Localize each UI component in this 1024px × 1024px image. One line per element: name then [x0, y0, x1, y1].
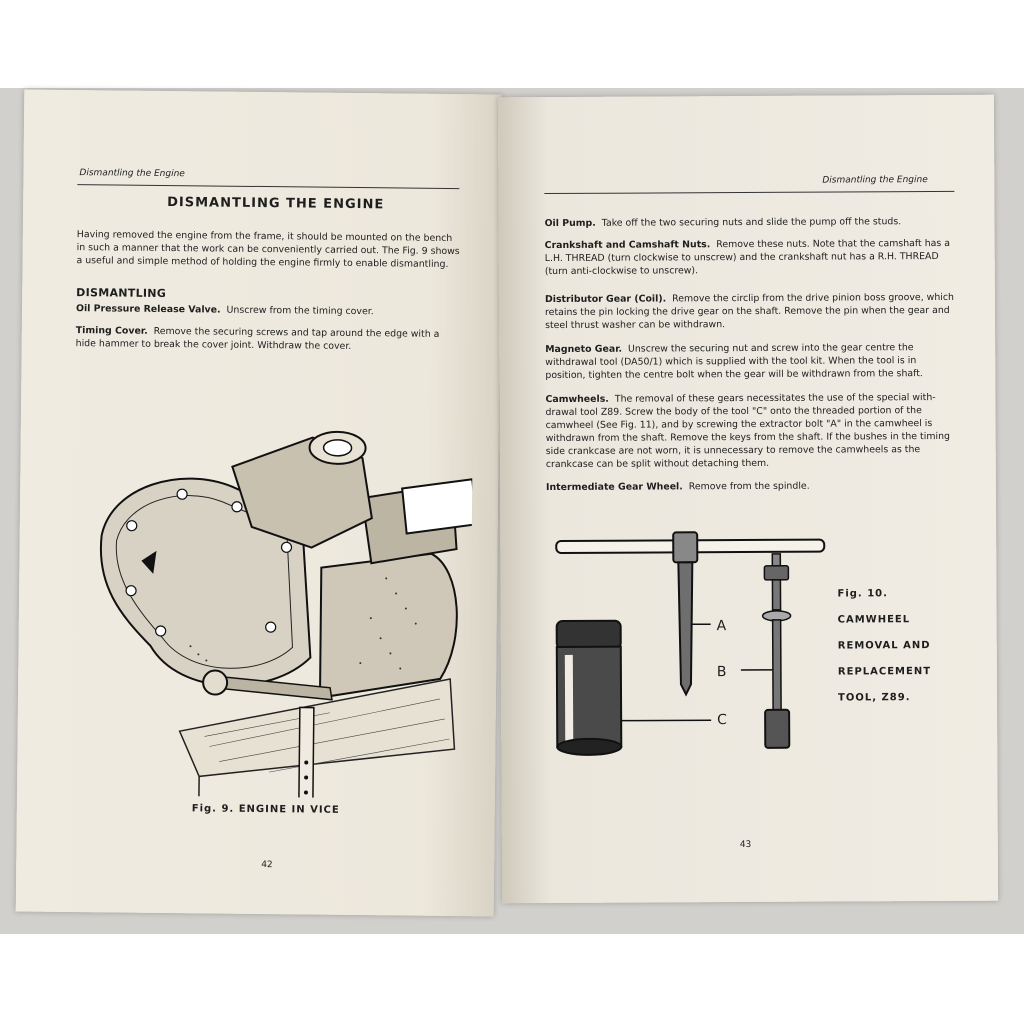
header-rule-right [544, 191, 954, 194]
item-text: The removal of these gears necessitates the use of the special with-drawal tool Z89. Screw the body of the tool "C" onto the threaded portion of the camwheel (See Fig. 11), and by screwing the extractor bolt "A" in the camwheel is withdrawn from the shaft. Remove the keys from the shaft. If the bushes in the timing side crankcase are not worn, it is unnecessary to remove the camwheels as the crankcase can be split without detaching them. [545, 392, 950, 471]
caption-line: REPLACEMENT [837, 666, 932, 678]
item-text: Unscrew the securing nut and screw into the gear centre the withdrawal tool (DA50/1) which is supplied with the tool kit. When the tool is in position, tighten the centre bolt when the gear will be withdrawn from the shaft. [545, 342, 923, 382]
label-c: C [717, 712, 727, 729]
camwheel-tool-illustration [540, 524, 841, 786]
item-distributor-gear [545, 291, 959, 332]
header-rule-left [77, 184, 459, 189]
label-b: B [716, 664, 727, 681]
item-oil-pressure-release-valve [76, 302, 460, 319]
page-title: DISMANTLING THE ENGINE [167, 195, 385, 213]
item-term: Timing Cover. [75, 325, 148, 337]
item-text: Remove these nuts. Note that the camshaft has a L.H. THREAD (turn clockwise to unscrew) and the crankshaft nut has a R.H. THREAD (turn anti-clockwise to unscrew). [544, 237, 951, 278]
item-camwheels [545, 391, 959, 471]
item-text: Remove the circlip from the drive pinion boss groove, which retains the pin locking the drive gear on the shaft. Remove the pin when the gear and steel thrust washer can be withdrawn. [544, 291, 954, 332]
item-crankshaft-camshaft-nuts [545, 237, 959, 278]
item-text: Unscrew from the timing cover. [226, 304, 374, 318]
item-term: Crankshaft and Camshaft Nuts. [544, 239, 711, 252]
left-page [16, 90, 503, 917]
item-text: Take off the two securing nuts and slide the pump off the studs. [601, 216, 902, 229]
item-term: Intermediate Gear Wheel. [545, 481, 683, 494]
caption-line: CAMWHEEL [837, 614, 911, 626]
label-a: A [716, 618, 727, 635]
item-term: Distributor Gear (Coil). [544, 293, 667, 306]
item-timing-cover [76, 324, 460, 354]
intro-paragraph: Having removed the engine from the frame, it should be mounted on the bench in such a manner that the work can be conveniently carried out. The Fig. 9 shows a useful and simple method of holding the engine firmly to enable dismantling. [76, 229, 460, 270]
item-text: Remove the securing screws and tap around the edge with a hide hammer to break the cover joint. Withdraw the cover. [75, 325, 440, 352]
item-text: Remove from the spindle. [688, 480, 810, 493]
item-intermediate-gear-wheel [546, 479, 960, 494]
item-oil-pump [545, 215, 959, 230]
page-number-right: 43 [739, 839, 752, 851]
item-term: Camwheels. [545, 393, 609, 406]
right-page [498, 95, 998, 904]
section-heading: DISMANTLING [76, 286, 167, 301]
figure-10-caption [837, 581, 931, 711]
engine-in-vice-illustration [69, 375, 473, 799]
running-head-left: Dismantling the Engine [79, 168, 185, 180]
item-term: Oil Pump. [544, 217, 596, 230]
figure-9-caption: Fig. 9. ENGINE IN VICE [191, 803, 340, 816]
running-head-right: Dismantling the Engine [822, 175, 928, 186]
caption-line: REMOVAL AND [837, 640, 931, 652]
item-term: Oil Pressure Release Valve. [75, 303, 221, 316]
item-magneto-gear [545, 341, 959, 382]
item-term: Magneto Gear. [545, 343, 623, 356]
caption-line: Fig. 10. [837, 588, 888, 600]
page-number-left: 42 [261, 860, 273, 871]
caption-line: TOOL, Z89. [838, 692, 911, 704]
